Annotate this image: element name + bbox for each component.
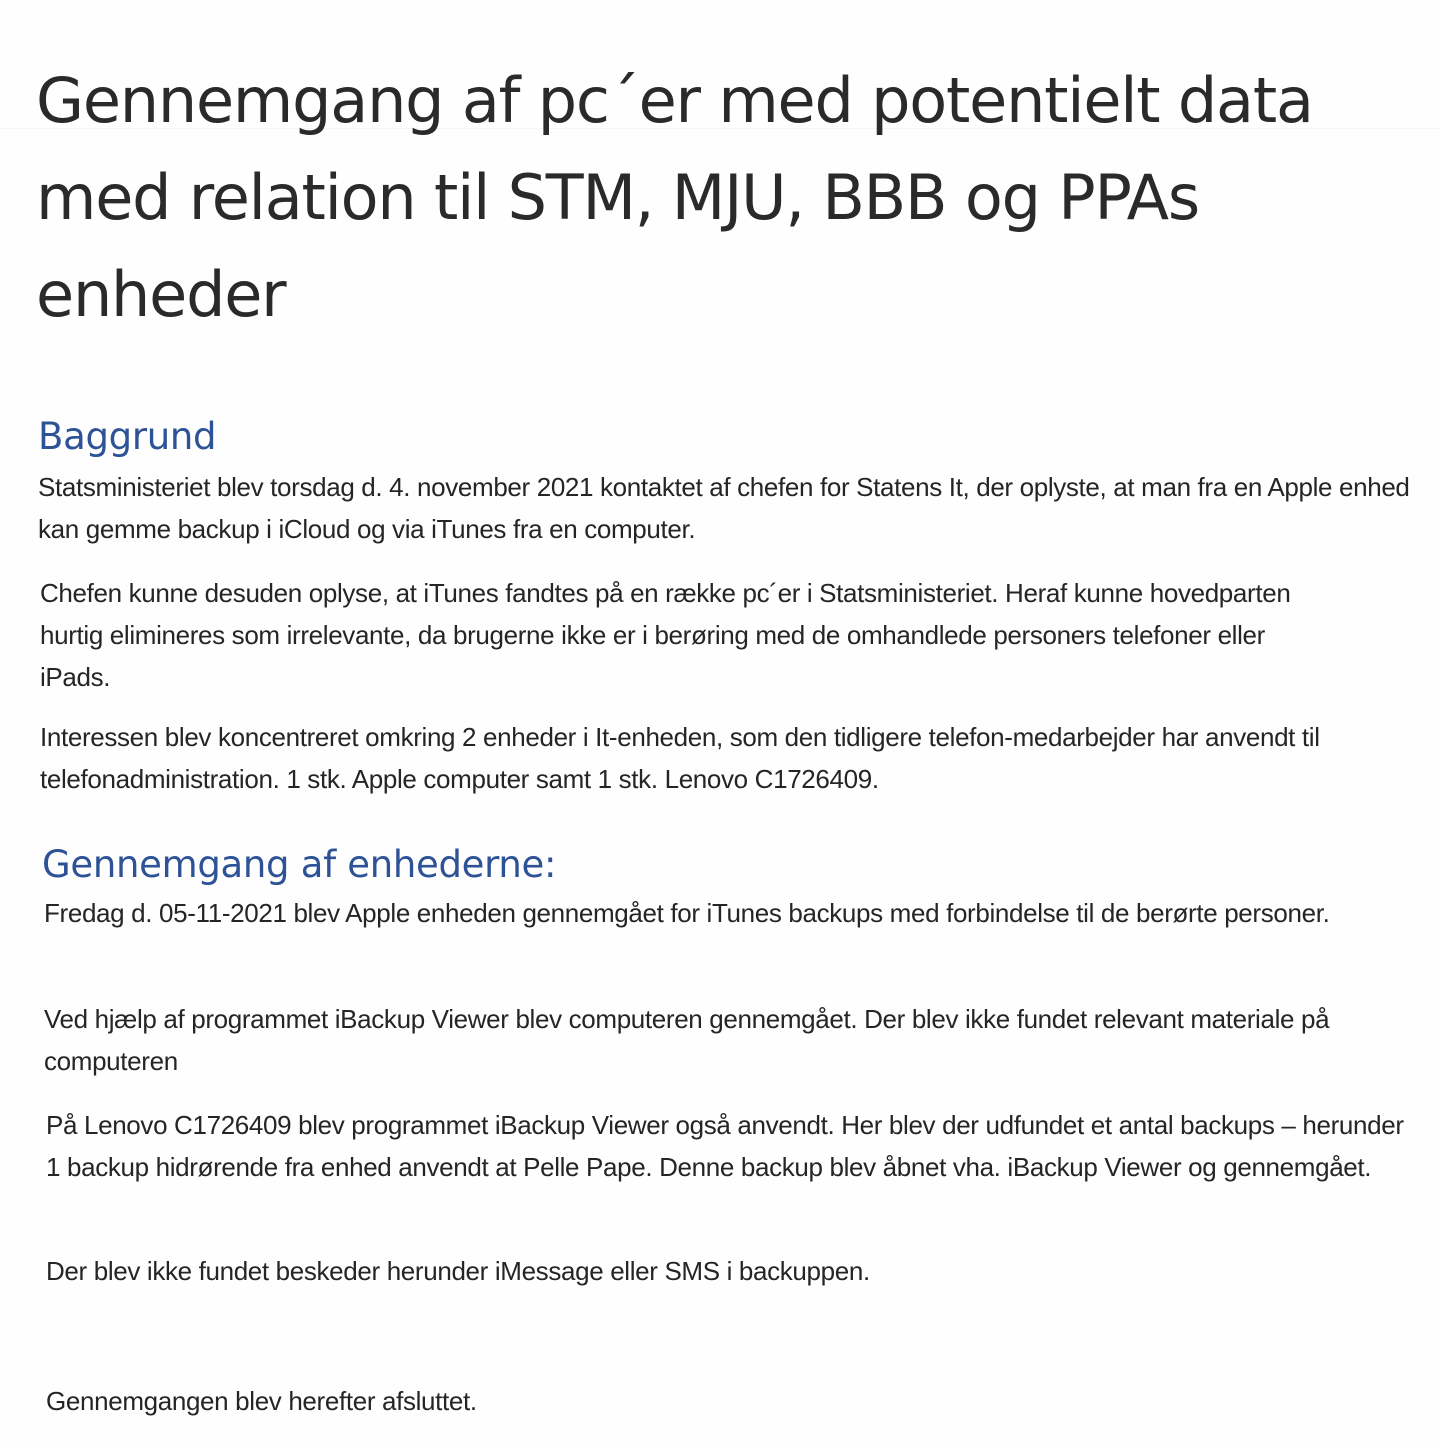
paragraph-no-messages: Der blev ikke fundet beskeder herunder iMessage eller SMS i backuppen.: [46, 1256, 870, 1286]
section-heading-baggrund: Baggrund: [38, 415, 217, 458]
document-title: Gennemgang af pc´er med potentielt data med relation til STM, MJU, BBB og PPAs enheder: [36, 64, 1313, 331]
paragraph-two-devices: Interessen blev koncentreret omkring 2 enheder i It-enheden, som den tidligere telefon-medarbejder har anvendt til telefonadministration. 1 stk. Apple computer samt 1 stk. Lenovo C1726409.: [40, 722, 1320, 794]
paragraph-ibackup-apple: Ved hjælp af programmet iBackup Viewer blev computeren gennemgået. Der blev ikke fundet relevant materiale på computeren: [44, 1004, 1330, 1076]
paragraph-lenovo-review: På Lenovo C1726409 blev programmet iBackup Viewer også anvendt. Her blev der udfundet et antal backups – herunder 1 backup hidrørende fra enhed anvendt at Pelle Pape. Denne backup blev åbnet vha. iBackup Viewer og gennemgået.: [46, 1110, 1404, 1182]
paragraph-conclusion: Gennemgangen blev herefter afsluttet.: [46, 1386, 477, 1416]
paragraph-itunes-pcs: Chefen kunne desuden oplyse, at iTunes fandtes på en række pc´er i Statsministeriet. Heraf kunne hovedparten hurtig elimineres som irrelevante, da brugerne ikke er i berøring med de omhandlede personers telefoner eller iPads.: [40, 578, 1291, 692]
paragraph-contact: Statsministeriet blev torsdag d. 4. november 2021 kontaktet af chefen for Statens It, der oplyste, at man fra en Apple enhed kan gemme backup i iCloud og via iTunes fra en computer.: [38, 472, 1410, 544]
paragraph-apple-review: Fredag d. 05-11-2021 blev Apple enheden gennemgået for iTunes backups med forbindelse til de berørte personer.: [44, 898, 1330, 928]
section-heading-gennemgang: Gennemgang af enhederne:: [42, 843, 557, 886]
